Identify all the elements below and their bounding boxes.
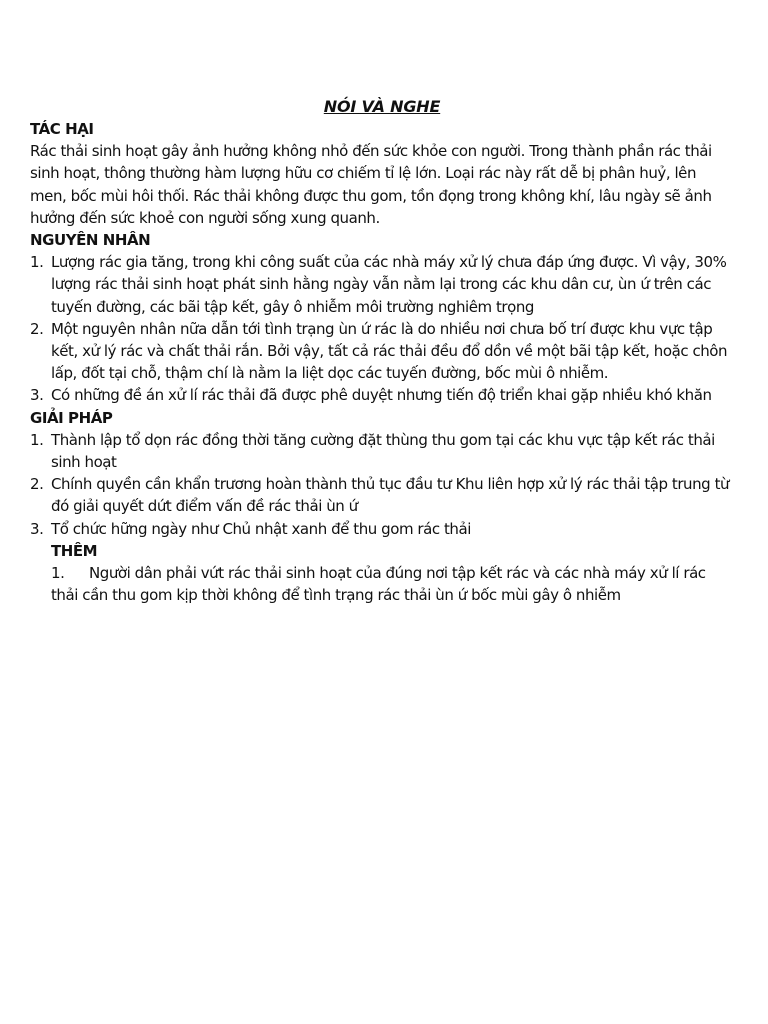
list-them xyxy=(30,562,730,606)
list-item-number: 1. xyxy=(51,564,65,583)
list-giai-phap xyxy=(30,429,730,540)
list-item xyxy=(51,562,730,606)
list-item-text: Chính quyền cần khẩn trương hoàn thành thủ tục đầu tư Khu liên hợp xử lý rác thải tập trung từ đó giải quyết dứt điểm vấn đề rác thải ùn ứ xyxy=(51,475,730,516)
document-page xyxy=(30,96,730,606)
list-nguyen-nhan xyxy=(30,251,730,406)
list-item-number: 2. xyxy=(30,475,44,494)
list-item-text: Có những đề án xử lí rác thải đã được phê duyệt nhưng tiến độ triển khai gặp nhiều khó khăn xyxy=(51,386,712,405)
section-heading-nguyen-nhan: NGUYÊN NHÂN xyxy=(30,231,151,250)
list-item-text: Thành lập tổ dọn rác đồng thời tăng cường đặt thùng thu gom tại các khu vực tập kết rác thải sinh hoạt xyxy=(51,430,715,472)
list-item-number: 3. xyxy=(30,519,44,538)
section-heading-them: THÊM xyxy=(51,541,98,560)
section-heading-giai-phap: GIẢI PHÁP xyxy=(30,408,113,427)
section-heading-tac-hai: TÁC HẠI xyxy=(30,120,94,138)
list-item-text: Lượng rác gia tăng, trong khi công suất của các nhà máy xử lý chưa đáp ứng được. Vì vậy, 30% lượng rác thải sinh hoạt phát sinh hằng ngày vẫn nằm lại trong các khu dân cư, ùn ứ trên các tuyến đường, các bãi tập kết, gây ô nhiễm môi trường nghiêm trọng xyxy=(51,253,727,316)
list-item xyxy=(30,251,730,318)
list-item xyxy=(30,473,730,517)
list-item xyxy=(30,429,730,473)
list-item-number: 1. xyxy=(30,253,44,272)
list-item-number: 3. xyxy=(30,386,44,405)
section-paragraph-tac-hai: Rác thải sinh hoạt gây ảnh hưởng không nhỏ đến sức khỏe con người. Trong thành phần rác thải sinh hoạt, thông thường hàm lượng hữu cơ chiếm tỉ lệ lớn. Loại rác này rất dễ bị phân huỷ, lên men, bốc mùi hôi thối. Rác thải không được thu gom, tồn đọng trong không khí, lâu ngày sẽ ảnh hưởng đến sức khoẻ con người sống xung quanh. xyxy=(30,142,712,227)
list-item-number: 1. xyxy=(30,430,44,449)
list-item xyxy=(30,318,730,385)
list-item xyxy=(30,518,730,540)
list-item-number: 2. xyxy=(30,319,44,338)
list-item-text: Một nguyên nhân nữa dẫn tới tình trạng ùn ứ rác là do nhiều nơi chưa bố trí được khu vực tập kết, xử lý rác và chất thải rắn. Bởi vậy, tất cả rác thải đều đổ dồn về một bãi tập kết, hoặc chôn lấp, đốt tại chỗ, thậm chí là nằm la liệt dọc các tuyến đường, bốc mùi ô nhiễm. xyxy=(51,319,728,383)
document-title: NÓI VÀ NGHE xyxy=(323,97,441,116)
list-item-text: Tổ chức hững ngày như Chủ nhật xanh để thu gom rác thải xyxy=(51,519,471,538)
list-item xyxy=(30,384,730,406)
list-item-text: Người dân phải vứt rác thải sinh hoạt của đúng nơi tập kết rác và các nhà máy xử lí rác thải cần thu gom kịp thời không để tình trạng rác thải ùn ứ bốc mùi gây ô nhiễm xyxy=(51,564,706,605)
